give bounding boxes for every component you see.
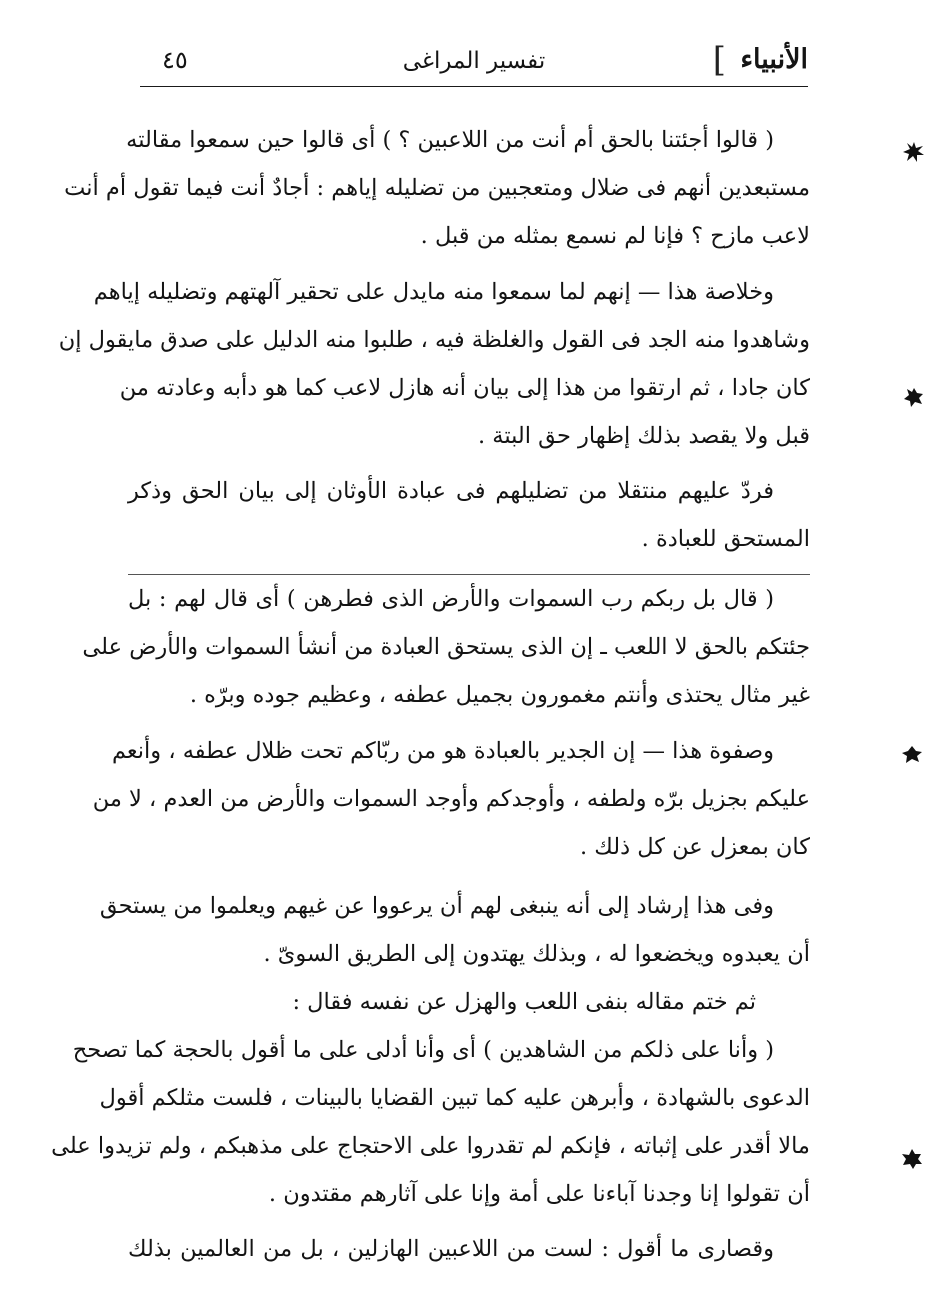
ink-blot-icon: [900, 1147, 924, 1171]
ink-blot-icon: [902, 385, 926, 409]
text-line: وقصارى ما أقول : لست من اللاعبين الهازلين ، بل من العالمين بذلك: [128, 1236, 774, 1262]
book-title: تفسير المراغى: [402, 48, 546, 74]
text-line: كان بمعزل عن كل ذلك .: [579, 834, 810, 860]
text-line: مالا أقدر على إثباته ، فإنكم لم تقدروا على الاحتجاج على مذهبكم ، ولم تزيدوا على: [51, 1133, 810, 1159]
text-line: أن تقولوا إنا وجدنا آباءنا على أمة وإنا على آثارهم مقتدون .: [268, 1181, 810, 1207]
text-line: وفى هذا إرشاد إلى أنه ينبغى لهم أن يرعووا عن غيهم ويعلموا من يستحق: [99, 893, 774, 919]
text-line: ثم ختم مقاله بنفى اللعب والهزل عن نفسه فقال :: [292, 989, 756, 1015]
text-line: الدعوى بالشهادة ، وأبرهن عليه كما تبين القضايا بالبينات ، فلست مثلكم أقول: [99, 1085, 810, 1111]
text-line: مستبعدين أنهم فى ضلال ومتعجبين من تضليله إياهم : أجادٌ أنت فيما تقول أم أنت: [64, 175, 810, 201]
text-line: جئتكم بالحق لا اللعب ـ إن الذى يستحق العبادة من أنشأ السموات والأرض على: [82, 634, 810, 660]
text-line: أن يعبدوه ويخضعوا له ، وبذلك يهتدون إلى الطريق السوىّ .: [263, 941, 810, 967]
page-number: ٤٥: [162, 46, 188, 74]
text-line: عليكم بجزيل برّه ولطفه ، وأوجدكم وأوجد السموات والأرض من العدم ، لا من: [92, 786, 810, 812]
text-line: ( وأنا على ذلكم من الشاهدين ) أى وأنا أدلى على ما أقول بالحجة كما تصحح: [72, 1037, 774, 1063]
page-body: [51, 116, 810, 1273]
ink-blot-icon: [902, 140, 926, 164]
text-line: فردّ عليهم منتقلا من تضليلهم فى عبادة الأوثان إلى بيان الحق وذكر: [128, 478, 774, 504]
header-rule: [140, 86, 808, 87]
text-line: غير مثال يحتذى وأنتم مغمورون بجميل عطفه ، وعظيم جوده وبرّه .: [189, 682, 810, 708]
text-line: ( قالوا أجئتنا بالحق أم أنت من اللاعبين ؟ ) أى قالوا حين سمعوا مقالته: [126, 127, 774, 153]
header-bracket: ]: [712, 40, 726, 80]
text-line: ( قال بل ربكم رب السموات والأرض الذى فطرهن ) أى قال لهم : بل: [128, 574, 810, 623]
text-line: كان جادا ، ثم ارتقوا من هذا إلى بيان أنه هازل لاعب كما هو دأبه وعادته من: [119, 375, 810, 401]
surah-name: الأنبياء: [740, 44, 808, 75]
text-line: وشاهدوا منه الجد فى القول والغلظة فيه ، طلبوا منه الدليل على صدق مايقول إن: [58, 327, 810, 353]
text-line: المستحق للعبادة .: [641, 526, 810, 552]
text-line: وخلاصة هذا — إنهم لما سمعوا منه مايدل على تحقير آلهتهم وتضليله إياهم: [93, 279, 774, 305]
text-line: قبل ولا يقصد بذلك إظهار حق البتة .: [477, 423, 810, 449]
ink-blot-icon: [900, 742, 924, 766]
text-line: لاعب مازح ؟ فإنا لم نسمع بمثله من قبل .: [420, 223, 810, 249]
page-header: [140, 42, 808, 82]
text-line: وصفوة هذا — إن الجدير بالعبادة هو من ربّاكم تحت ظلال عطفه ، وأنعم: [111, 738, 774, 764]
